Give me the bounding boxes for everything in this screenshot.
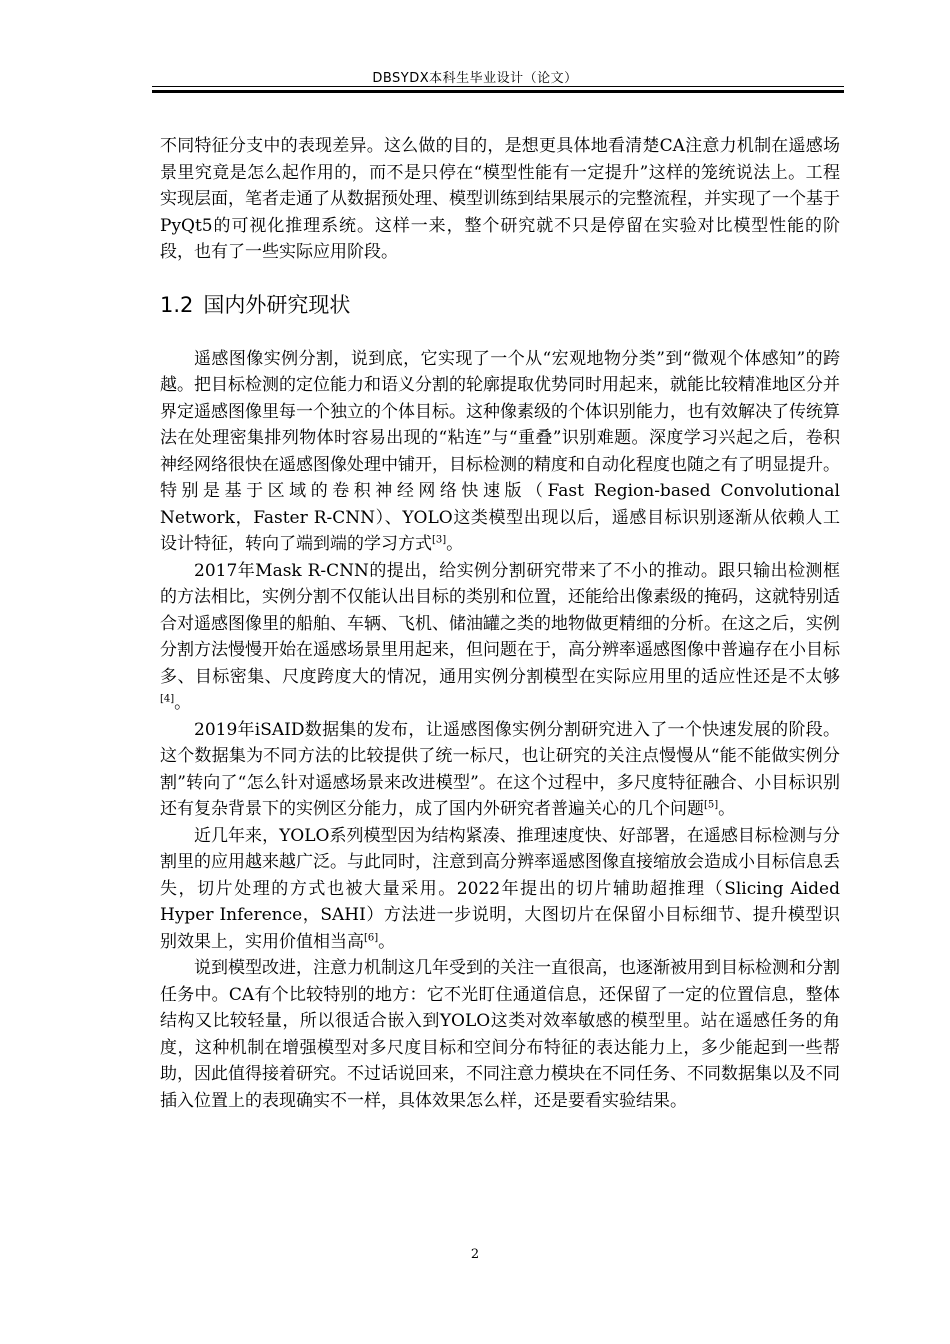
page-number: 2	[470, 1247, 480, 1262]
body-paragraph	[160, 717, 840, 823]
section-number: 1.2	[160, 292, 194, 317]
header-title: DBSYDX本科生毕业设计（论文）	[372, 71, 578, 86]
paragraph-text: 说到模型改进，注意力机制这几年受到的关注一直很高，也逐渐被用到目标检测和分割任务中。CA有个比较特别的地方：它不光盯住通道信息，还保留了一定的位置信息，整体结构又比较轻量，所以很适合嵌入到YOLO这类对效率敏感的模型里。站在遥感任务的角度，这种机制在增强模型对多尺度目标和空间分布特征的表达能力上，多少能起到一些帮助，因此值得接着研究。不过话说回来，不同注意力模块在不同任务、不同数据集以及不同插入位置上的表现确实不一样，具体效果怎么样，还是要看实验结果。	[160, 958, 840, 1111]
body-paragraph	[160, 558, 840, 717]
citation-ref: [3]	[432, 534, 447, 546]
citation-ref: [6]	[364, 931, 379, 943]
paragraph-end: 。	[174, 693, 192, 713]
section-heading	[160, 290, 840, 320]
body-paragraph	[160, 346, 840, 558]
paragraph-end: 。	[446, 534, 464, 554]
paragraph-text: 近几年来，YOLO系列模型因为结构紧凑、推理速度快、好部署，在遥感目标检测与分割里的应用越来越广泛。与此同时，注意到高分辨率遥感图像直接缩放会造成小目标信息丢失，切片处理的方式也被大量采用。2022年提出的切片辅助超推理（Slicing Aided Hyper Inference，SAHI）方法进一步说明，大图切片在保留小目标细节、提升模型识别效果上，实用价值相当高	[160, 825, 840, 952]
citation-ref: [5]	[704, 799, 719, 811]
header-rule-thin	[152, 86, 844, 87]
body-paragraph	[160, 955, 840, 1114]
paragraph-text: 2017年Mask R-CNN的提出，给实例分割研究带来了不小的推动。跟只输出检测框的方法相比，实例分割不仅能认出目标的类别和位置，还能给出像素级的掩码，这就特别适合对遥感图像里的船舶、车辆、飞机、储油罐之类的地物做更精细的分析。在这之后，实例分割方法慢慢开始在遥感场景里用起来，但问题在于，高分辨率遥感图像中普遍存在小目标多、目标密集、尺度跨度大的情况，通用实例分割模型在实际应用里的适应性还是不太够	[160, 560, 840, 687]
paragraph-end: 。	[378, 931, 396, 952]
paragraph-text: 遥感图像实例分割，说到底，它实现了一个从“宏观地物分类”到“微观个体感知”的跨越。把目标检测的定位能力和语义分割的轮廓提取优势同时用起来，就能比较精准地区分并界定遥感图像里每一个独立的个体目标。这种像素级的个体识别能力，也有效解决了传统算法在处理密集排列物体时容易出现的“粘连”与“重叠”识别难题。深度学习兴起之后，卷积神经网络很快在遥感图像处理中铺开，目标检测的精度和自动化程度也随之有了明显提升。特别是基于区域的卷积神经网络快速版（Fast Region-based Convolutional Network，Faster R-CNN）、YOLO这类模型出现以后，遥感目标识别逐渐从依赖人工设计特征，转向了端到端的学习方式	[160, 348, 840, 554]
page-body	[160, 133, 840, 1114]
paragraph-end: 。	[718, 799, 736, 819]
citation-ref: [4]	[160, 693, 175, 705]
body-paragraph	[160, 823, 840, 956]
intro-paragraph: 不同特征分支中的表现差异。这么做的目的，是想更具体地看清楚CA注意力机制在遥感场景里究竟是怎么起作用的，而不是只停在“模型性能有一定提升”这样的笼统说法上。工程实现层面，笔者走通了从数据预处理、模型训练到结果展示的完整流程，并实现了一个基于PyQt5的可视化推理系统。这样一来，整个研究就不只是停留在实验对比模型性能的阶段，也有了一些实际应用阶段。	[160, 136, 840, 262]
paragraph-text: 2019年iSAID数据集的发布，让遥感图像实例分割研究进入了一个快速发展的阶段。这个数据集为不同方法的比较提供了统一标尺，也让研究的关注点慢慢从“能不能做实例分割”转向了“怎么针对遥感场景来改进模型”。在这个过程中，多尺度特征融合、小目标识别还有复杂背景下的实例区分能力，成了国内外研究者普遍关心的几个问题	[160, 719, 840, 819]
header-rule-thick	[152, 90, 844, 93]
section-title: 国内外研究现状	[203, 292, 351, 317]
